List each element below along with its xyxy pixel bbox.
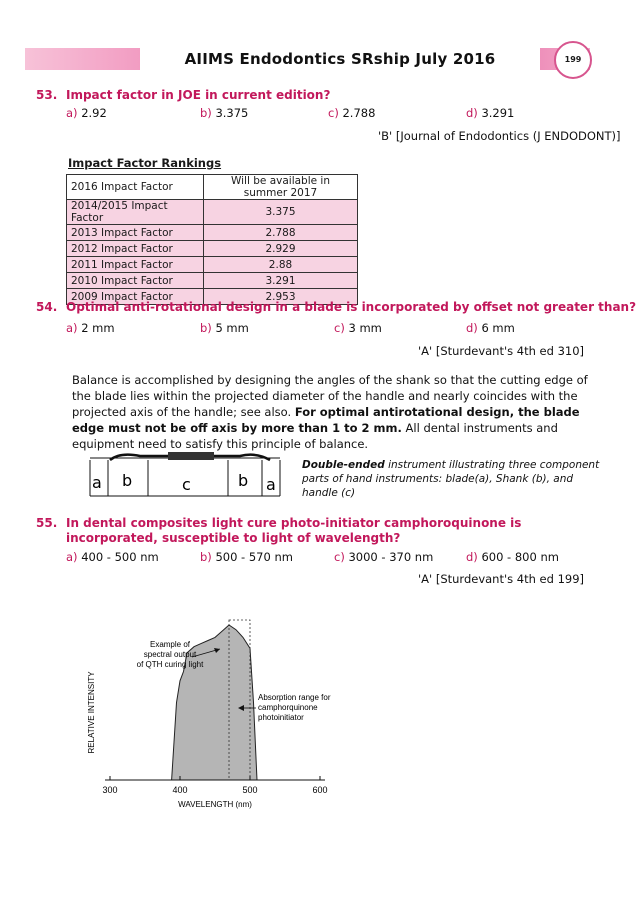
impact-value: 3.375 [204,200,358,225]
impact-table-row [67,200,358,225]
impact-table-row [67,241,358,257]
q53-option-b: b) 3.375 [200,106,249,120]
q54-explanation: Balance is accomplished by designing the angles of the shank so that the cutting edge of the blade lies within the projected diameter of the handle and nearly coincides with the projected axis of the handle; see also. For optimal antirotational design, the blade edge must not be off axis by more than 1 to 2 mm. All dental instruments and equipment need to satisfy this principle of balance. [72,373,588,451]
impact-year-label: 2012 Impact Factor [67,241,204,257]
spectrum-chart [80,605,340,815]
page-header-title: AIIMS Endodontics SRship July 2016 [140,48,540,70]
page-number-badge [554,41,592,79]
q53-option-d: d) 3.291 [466,106,515,120]
label-a-right: a [266,475,276,494]
impact-year-label: 2010 Impact Factor [67,273,204,289]
annotation-qth-line3: of QTH curing light [136,660,204,669]
page-number: 199 [564,55,582,64]
impact-value: 2.953 [204,289,358,305]
impact-year-label: 2011 Impact Factor [67,257,204,273]
q53-answer: 'B' [Journal of Endodontics (J ENDODONT)] [378,129,621,143]
q54-option-a: a) 2 mm [66,321,115,335]
q54-option-d: d) 6 mm [466,321,515,335]
label-a-left: a [92,473,102,492]
impact-factor-table [66,174,358,305]
label-c: c [182,475,191,494]
impact-value: 2.788 [204,225,358,241]
q54-option-b: b) 5 mm [200,321,249,335]
q55-option-b: b) 500 - 570 nm [200,550,293,564]
x-tick-label: 500 [242,785,258,795]
x-axis-label: WAVELENGTH (nm) [178,800,252,809]
q55-answer: 'A' [Sturdevant's 4th ed 199] [418,572,585,586]
annotation-qth-line2: spectral output [143,650,197,659]
q55-option-a: a) 400 - 500 nm [66,550,159,564]
q55-option-c: c) 3000 - 370 nm [334,550,434,564]
q55-option-d: d) 600 - 800 nm [466,550,559,564]
label-b-right: b [238,471,249,490]
q55-number: 55. [36,516,58,530]
instrument-figure [80,444,290,500]
annotation-qth-line1: Example of [149,640,191,649]
annotation-absorption-line2: camphorquinone [258,703,318,712]
x-tick-label: 600 [312,785,328,795]
impact-year-label: 2013 Impact Factor [67,225,204,241]
impact-value: Will be available in summer 2017 [204,175,358,200]
annotation-absorption-line3: photoinitiator [258,713,304,722]
instrument-handle [168,452,214,460]
impact-value: 2.88 [204,257,358,273]
q54-answer: 'A' [Sturdevant's 4th ed 310] [418,344,585,358]
impact-year-label: 2009 Impact Factor [67,289,204,305]
instrument-caption: Double-ended instrument illustrating three component parts of hand instruments: blade(a), Shank (b), and handle (c) [302,459,600,499]
annotation-absorption-line1: Absorption range for [258,693,331,702]
q53-option-a: a) 2.92 [66,106,107,120]
x-tick-label: 300 [102,785,118,795]
impact-year-label: 2014/2015 Impact Factor [67,200,204,225]
x-tick-label: 400 [172,785,188,795]
q55-question: In dental composites light cure photo-initiator camphoroquinone is incorporated, susceptible to light of wavelength? [66,516,522,545]
q54-option-c: c) 3 mm [334,321,382,335]
q53-option-c: c) 2.788 [328,106,376,120]
impact-table-row [67,257,358,273]
impact-value: 2.929 [204,241,358,257]
y-axis-label: RELATIVE INTENSITY [87,671,96,754]
q54-question: Optimal anti-rotational design in a blade is incorporated by offset not greater than? [66,300,637,314]
q53-question: Impact factor in JOE in current edition? [66,88,331,102]
label-b-left: b [122,471,133,490]
impact-year-label: 2016 Impact Factor [67,175,204,200]
q54-number: 54. [36,300,58,314]
impact-table-row [67,225,358,241]
impact-table-row [67,273,358,289]
q53-number: 53. [36,88,58,102]
impact-table-title: Impact Factor Rankings [68,156,222,170]
impact-table-row [67,175,358,200]
impact-value: 3.291 [204,273,358,289]
